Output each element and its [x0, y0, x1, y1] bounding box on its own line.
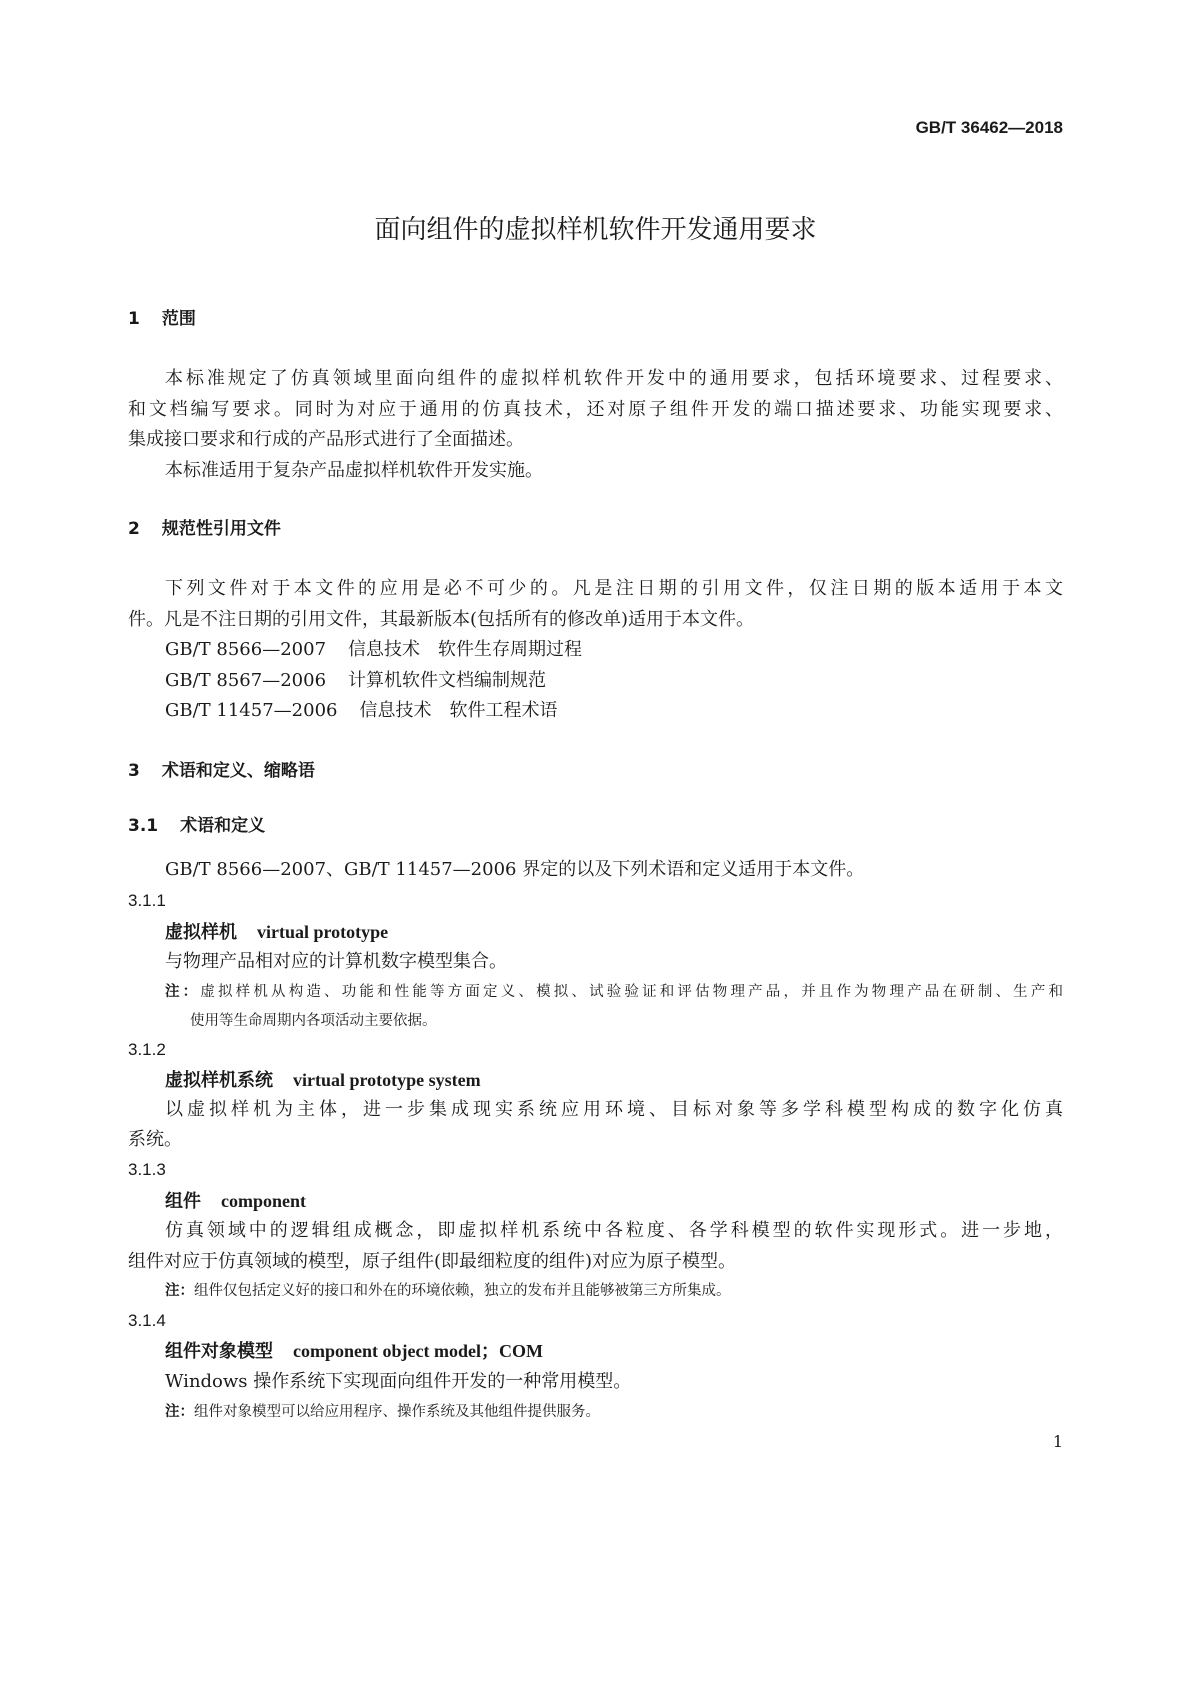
- section-title: 范围: [161, 309, 196, 329]
- term-definition: 组件对应于仿真领域的模型，原子组件(即最细粒度的组件)对应为原子模型。: [128, 1251, 737, 1272]
- term-note: [165, 1400, 600, 1424]
- term-definition: 仿真领域中的逻辑组成概念，即虚拟样机系统中各粒度、各学科模型的软件实现形式。进一步地，: [165, 1220, 1063, 1241]
- reference-code: GB/T 11457—2006: [165, 700, 338, 721]
- section-title: 术语和定义、缩略语: [161, 761, 315, 781]
- term-en: virtual prototype: [257, 922, 389, 942]
- paragraph-line: 本标准适用于复杂产品虚拟样机软件开发实施。: [165, 460, 543, 481]
- term-note-line: 使用等生命周期内各项活动主要依据。: [190, 1013, 437, 1029]
- section-number: 2: [128, 519, 140, 539]
- section-1-heading: [128, 307, 196, 331]
- section-number: 3: [128, 761, 140, 781]
- reference-item: [165, 669, 546, 693]
- section-title: 规范性引用文件: [161, 519, 281, 539]
- reference-title: 计算机软件文档编制规范: [348, 670, 547, 691]
- paragraph-line: 本标准规定了仿真领域里面向组件的虚拟样机软件开发中的通用要求，包括环境要求、过程要求、: [165, 368, 1063, 389]
- term-definition: 与物理产品相对应的计算机数字模型集合。: [165, 951, 507, 972]
- paragraph-line: 下列文件对于本文件的应用是必不可少的。凡是注日期的引用文件，仅注日期的版本适用于本文: [165, 578, 1063, 599]
- term-heading: [165, 1339, 543, 1364]
- section-3-1-heading: [128, 814, 265, 838]
- term-zh: 组件: [165, 1191, 201, 1212]
- note-text: 组件对象模型可以给应用程序、操作系统及其他组件提供服务。: [194, 1404, 600, 1420]
- term-definition: 以虚拟样机为主体，进一步集成现实系统应用环境、目标对象等多学科模型构成的数字化仿真: [165, 1099, 1063, 1120]
- term-zh: 组件对象模型: [165, 1341, 273, 1362]
- term-number: 3.1.2: [128, 1040, 166, 1059]
- note-label: 注：: [165, 984, 201, 1000]
- section-2-heading: [128, 517, 281, 541]
- reference-title: 信息技术 软件生存周期过程: [348, 639, 583, 660]
- term-definition: 系统。: [128, 1129, 182, 1150]
- term-definition: Windows 操作系统下实现面向组件开发的一种常用模型。: [165, 1371, 632, 1392]
- term-en: component: [221, 1191, 306, 1211]
- term-heading: [165, 1189, 306, 1214]
- standard-number: GB/T 36462—2018: [915, 118, 1063, 137]
- reference-title: 信息技术 软件工程术语: [359, 700, 558, 721]
- section-3-heading: [128, 759, 315, 783]
- note-text: 虚拟样机从构造、功能和性能等方面定义、模拟、试验验证和评估物理产品，并且作为物理产品在研制、生产和: [200, 984, 1063, 1000]
- term-en: component object model；COM: [293, 1341, 543, 1361]
- paragraph-line: GB/T 8566—2007、GB/T 11457—2006 界定的以及下列术语和定义适用于本文件。: [165, 859, 865, 880]
- term-zh: 虚拟样机系统: [165, 1070, 273, 1091]
- term-note: [165, 980, 1063, 1004]
- reference-code: GB/T 8566—2007: [165, 639, 327, 660]
- term-en: virtual prototype system: [293, 1070, 481, 1090]
- page-number: 1: [1052, 1432, 1063, 1451]
- term-zh: 虚拟样机: [165, 922, 237, 943]
- paragraph-line: 集成接口要求和行成的产品形式进行了全面描述。: [128, 429, 524, 450]
- reference-code: GB/T 8567—2006: [165, 670, 327, 691]
- section-number: 3.1: [128, 816, 159, 836]
- section-number: 1: [128, 309, 140, 329]
- term-heading: [165, 920, 388, 945]
- note-label: 注：: [165, 1283, 194, 1299]
- section-title: 术语和定义: [180, 816, 266, 836]
- paragraph-line: 和文档编写要求。同时为对应于通用的仿真技术，还对原子组件开发的端口描述要求、功能实现要求、: [128, 399, 1063, 420]
- reference-item: [165, 699, 557, 723]
- term-note: [165, 1279, 731, 1303]
- document-title: 面向组件的虚拟样机软件开发通用要求: [374, 215, 817, 245]
- term-heading: [165, 1068, 481, 1093]
- term-number: 3.1.1: [128, 891, 166, 910]
- term-number: 3.1.4: [128, 1311, 166, 1330]
- paragraph-line: 件。凡是不注日期的引用文件，其最新版本(包括所有的修改单)适用于本文件。: [128, 609, 755, 630]
- reference-item: [165, 638, 582, 662]
- note-text: 组件仅包括定义好的接口和外在的环境依赖，独立的发布并且能够被第三方所集成。: [194, 1283, 731, 1299]
- term-number: 3.1.3: [128, 1160, 166, 1179]
- note-label: 注：: [165, 1404, 194, 1420]
